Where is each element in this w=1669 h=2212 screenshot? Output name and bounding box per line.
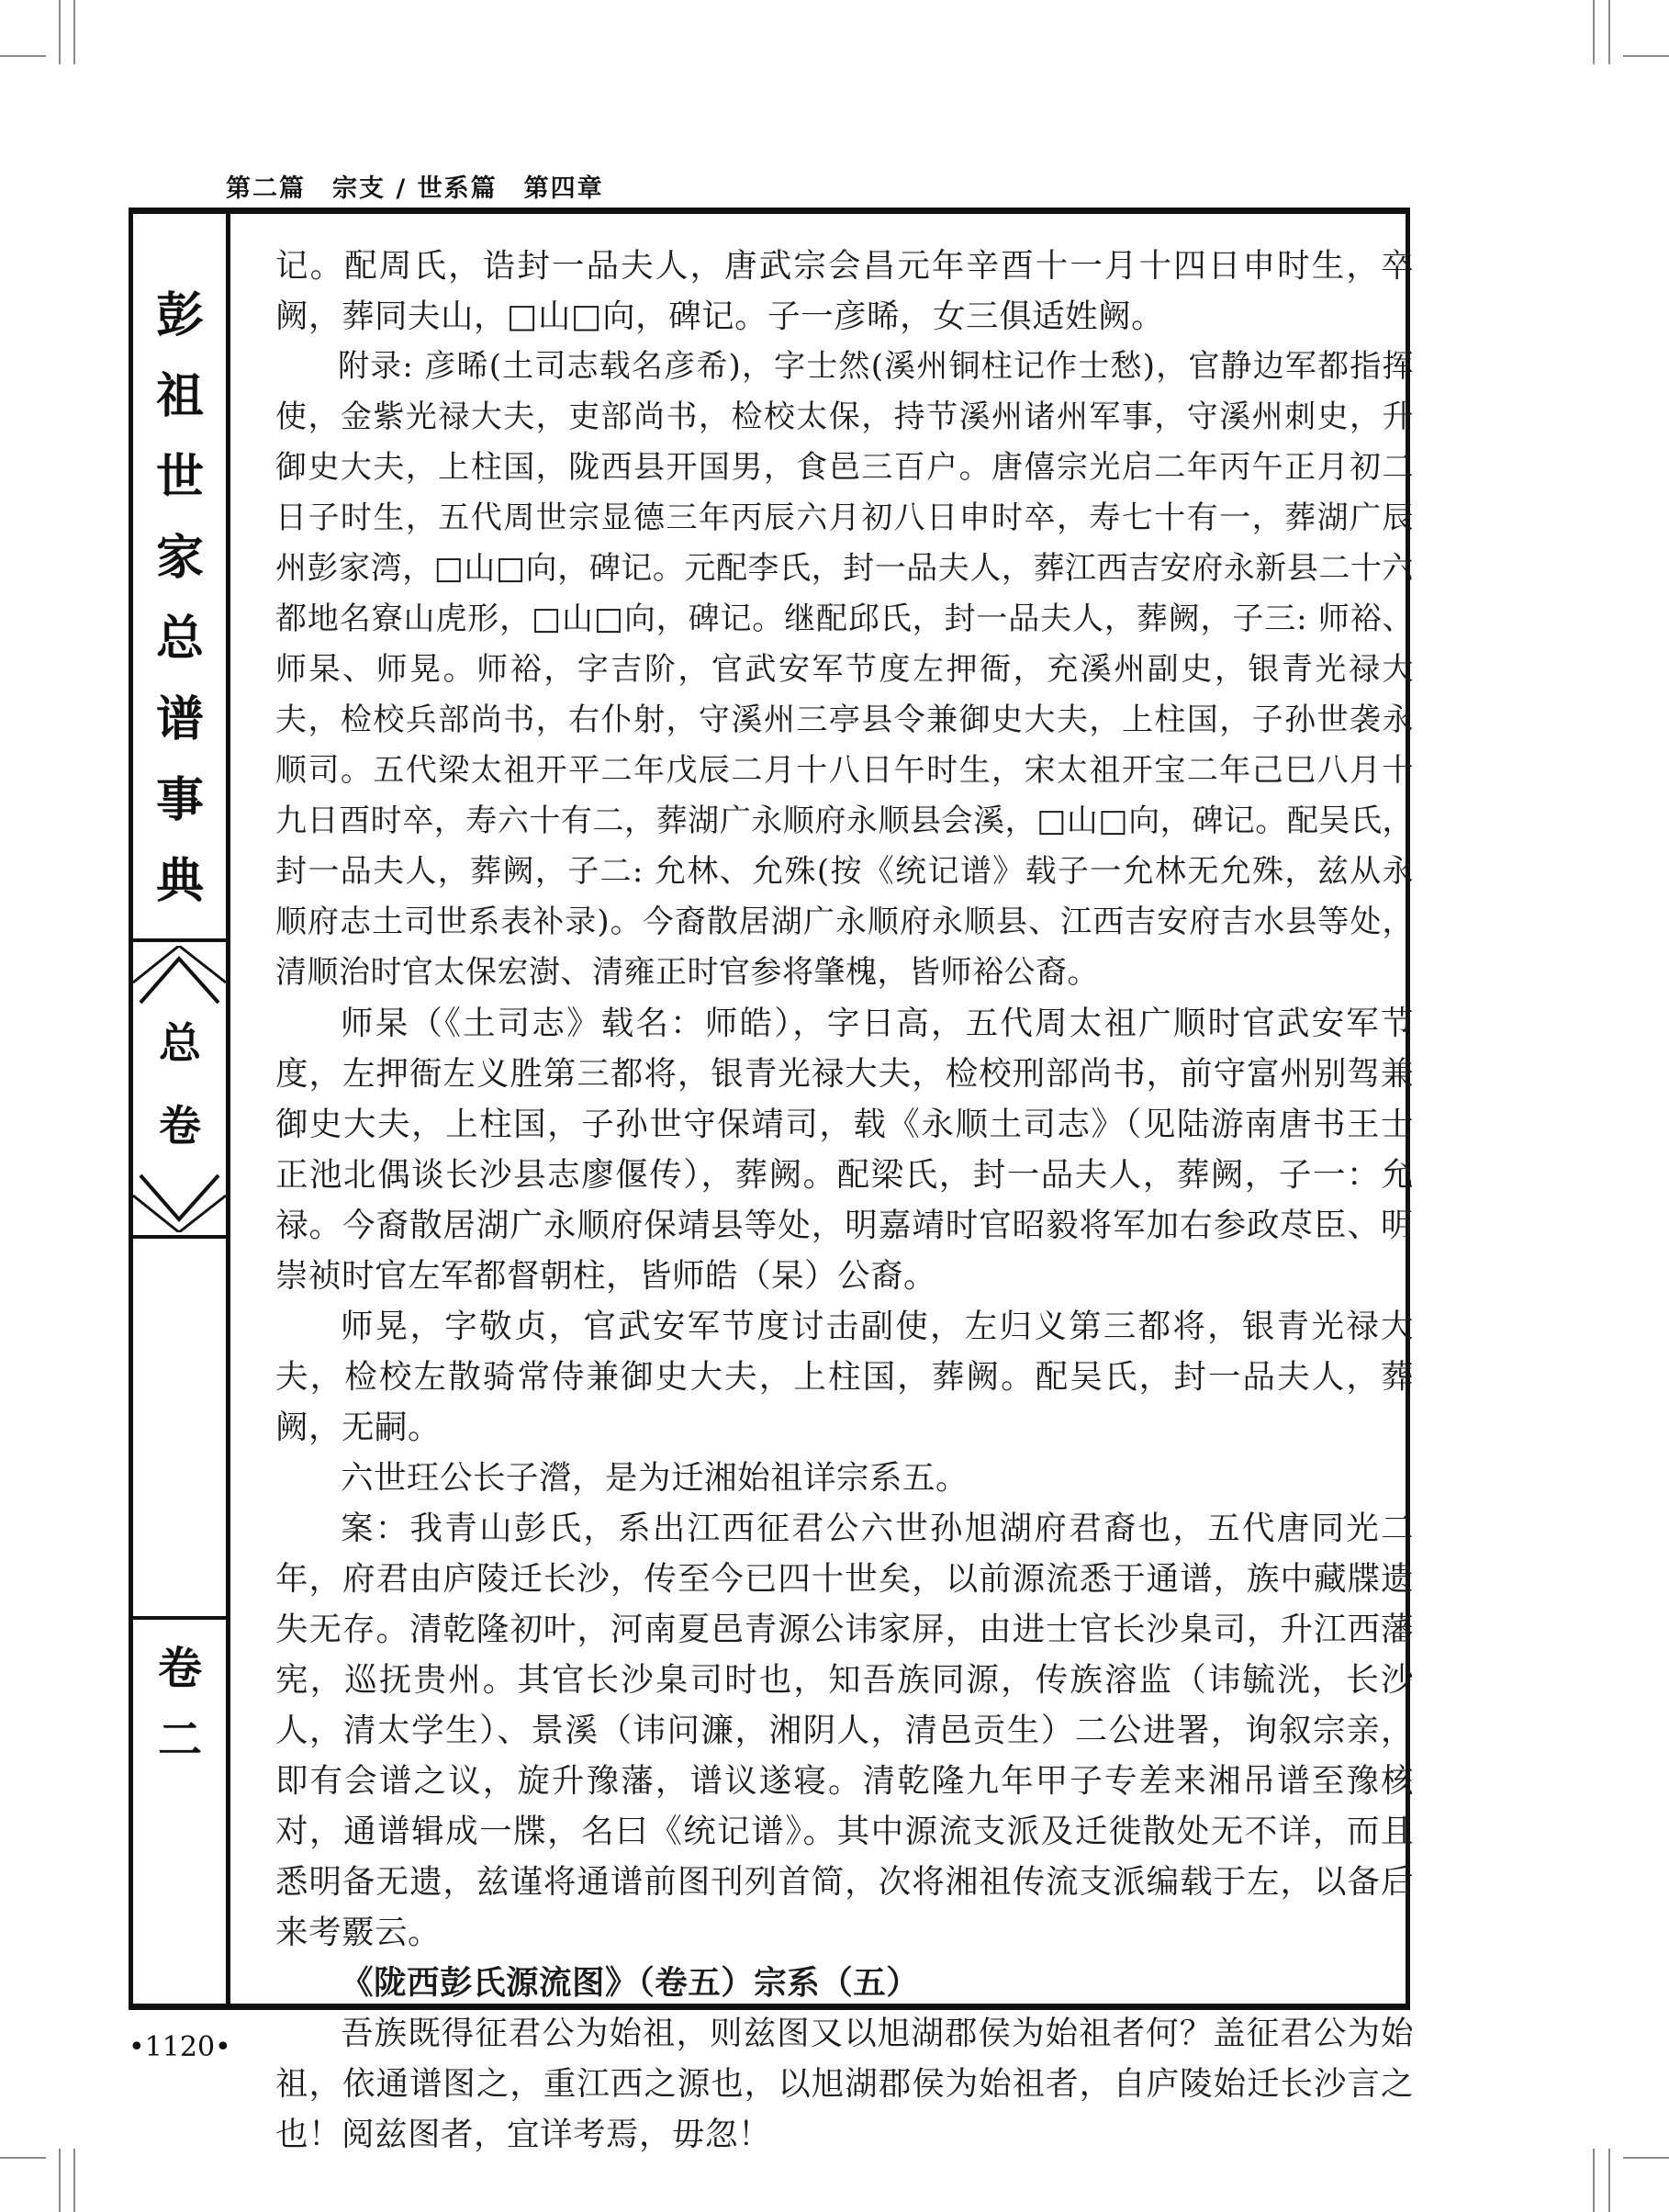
- book-title-char: 谱: [155, 692, 204, 747]
- crop-mark: [73, 2149, 75, 2212]
- paragraph: 吾族既得征君公为始祖，则兹图又以旭湖郡侯为始祖者何？盖征君公为始祖，依通谱图之，重江西之源也，以旭湖郡侯为始祖者，自庐陵始迁长沙言之也！阅兹图者，宜详考焉，毋忽！: [275, 2015, 1414, 2153]
- side-divider: [133, 938, 226, 942]
- badge-char: 卷: [159, 1101, 201, 1151]
- crop-mark: [1623, 2157, 1669, 2159]
- paragraph: 师杲（《土司志》载名：师皓），字日高，五代周太祖广顺时官武安军节度，左押衙左义胜第三都将，银青光禄大夫，检校刑部尚书，前守富州别驾兼御史大夫，上柱国，子孙世守保靖司，载《永顺土司志》（见陆游南唐书王士正池北偶谈长沙县志廖偃传），葬阙。配梁氏，封一品夫人，葬阙，子一：允禄。今裔散居湖广永顺府保靖县等处，明嘉靖时官昭毅将军加右参政荩臣、明崇祯时官左军都督朝柱，皆师皓（杲）公裔。: [275, 1005, 1414, 1295]
- book-title-char: 祖: [155, 369, 204, 424]
- crop-mark: [1623, 55, 1669, 57]
- paragraph: 记。配周氏，诰封一品夫人，唐武宗会昌元年辛酉十一月十四日申时生，卒阙，葬同夫山，□山□向，碑记。子一彦晞，女三俱适姓阙。: [275, 247, 1414, 335]
- book-title-char: 家: [155, 531, 204, 586]
- running-head: 第二篇 宗支 / 世系篇 第四章: [226, 174, 604, 203]
- crop-mark: [0, 55, 46, 57]
- paragraph: 六世玨公长子瀯，是为迁湘始祖详宗系五。: [341, 1459, 969, 1497]
- section-heading: 《陇西彭氏源流图》（卷五）宗系（五）: [341, 1964, 920, 2002]
- book-title-char: 世: [155, 450, 204, 505]
- book-title-char: 事: [155, 773, 204, 828]
- volume-char: 二: [157, 1714, 202, 1766]
- book-title-char: 典: [155, 854, 204, 909]
- crop-mark: [59, 0, 61, 64]
- page-number: •1120•: [129, 2031, 231, 2063]
- chevron-badge-icon: [133, 946, 226, 1232]
- paragraph: 师晃，字敬贞，官武安军节度讨击副使，左归义第三都将，银青光禄大夫，检校左散骑常侍兼御史大夫，上柱国，葬阙。配吴氏，封一品夫人，葬阙，无嗣。: [275, 1308, 1414, 1446]
- crop-mark: [0, 2157, 46, 2159]
- book-title-char: 总: [155, 612, 204, 667]
- body-text: [275, 241, 1414, 2160]
- paragraph: 案：我青山彭氏，系出江西征君公六世孙旭湖府君裔也，五代唐同光二年，府君由庐陵迁长沙，传至今已四十世矣，以前源流悉于通谱，族中藏牒遗失无存。清乾隆初叶，河南夏邑青源公讳家屏，由进士官长沙臬司，升江西藩宪，巡抚贵州。其官长沙臬司时也，知吾族同源，传族溶监（讳毓洸，长沙人，清太学生）、景溪（讳问濂，湘阴人，清邑贡生）二公进署，询叙宗亲，即有会谱之议，旋升豫藩，谱议遂寝。清乾隆九年甲子专差来湘吊谱至豫核对，通谱辑成一牒，名曰《统记谱》。其中源流支派及迁徙散处无不详，而且悉明备无遗，兹谨将通谱前图刊列首简，次将湘祖传流支派编载于左，以备后来考覈云。: [275, 1510, 1414, 1951]
- badge-char: 总: [159, 1018, 201, 1068]
- appendix-paragraph: 附录: 彦晞(土司志载名彦希)，字士然(溪州铜柱记作士愁)，官静边军都指挥使，金紫光禄大夫，吏部尚书，检校太保，持节溪州诸州军事，守溪州刺史，升御史大夫，上柱国，陇西县开国男，食邑三百户。唐僖宗光启二年丙午正月初二日子时生，五代周世宗显德三年丙辰六月初八日申时卒，寿七十有一，葬湖广辰州彭家湾，□山□向，碑记。元配李氏，封一品夫人，葬江西吉安府永新县二十六都地名寮山虎形，□山□向，碑记。继配邱氏，封一品夫人，葬阙，子三: 师裕、师杲、师晃。师裕，字吉阶，官武安军节度左押衙，充溪州副史，银青光禄大夫，检校兵部尚书，右仆射，守溪州三亭县令兼御史大夫，上柱国，子孙世袭永顺司。五代梁太祖开平二年戊辰二月十八日午时生，宋太祖开宝二年己巳八月十九日酉时卒，寿六十有二，葬湖广永顺府永顺县会溪，□山□向，碑记。配吴氏，封一品夫人，葬阙，子二: 允林、允殊(按《统记谱》载子一允林无允殊，兹从永顺府志土司世系表补录)。今裔散居湖广永顺府永顺县、江西吉安府吉水县等处，清顺治时官太保宏澍、清雍正时官参将肇槐，皆师裕公裔。: [275, 348, 1414, 991]
- crop-mark: [73, 0, 75, 64]
- frame-rule: [226, 208, 230, 2010]
- crop-mark: [59, 2149, 61, 2212]
- crop-mark: [1608, 2149, 1610, 2212]
- side-divider: [133, 1235, 226, 1239]
- crop-mark: [1593, 2149, 1595, 2212]
- crop-mark: [1608, 0, 1610, 64]
- volume-label: [138, 1633, 222, 1776]
- book-title-vertical: [138, 275, 222, 922]
- side-divider: [133, 1616, 226, 1620]
- volume-char: 卷: [157, 1643, 202, 1694]
- crop-mark: [1593, 0, 1595, 64]
- book-title-char: 彭: [155, 288, 204, 343]
